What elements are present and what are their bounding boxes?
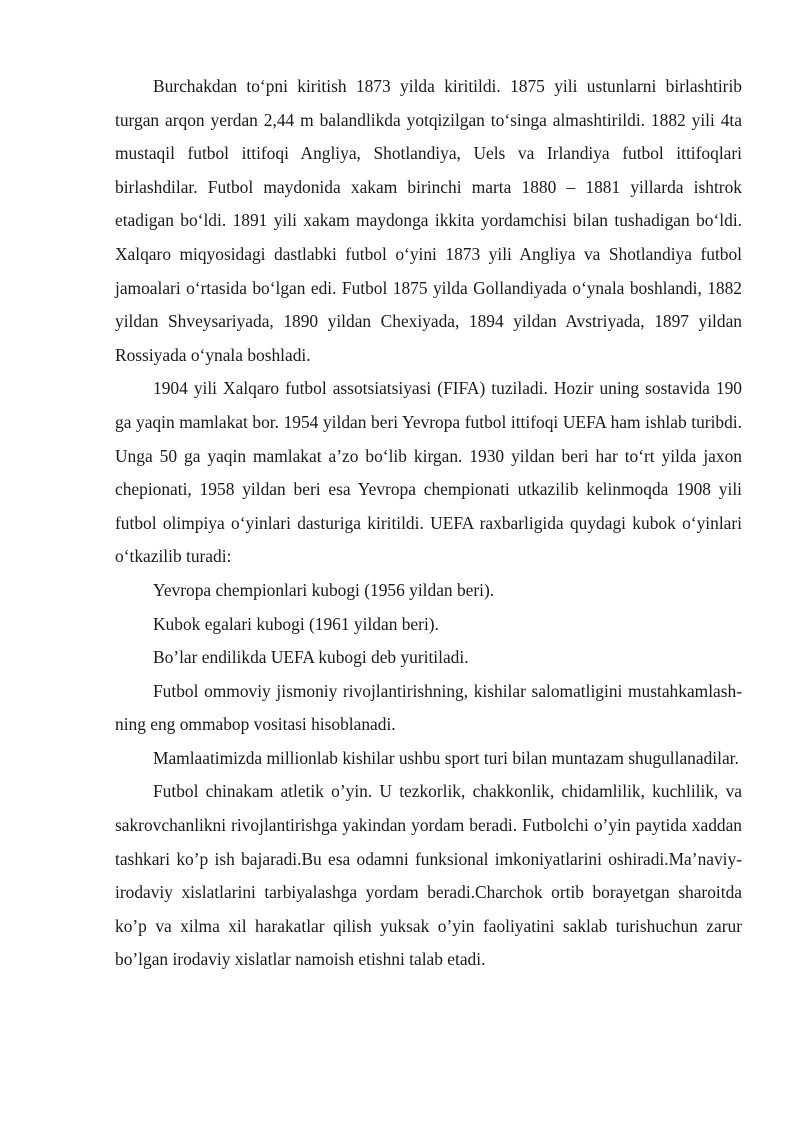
paragraph-cup-winners-cup: Kubok egalari kubogi (1961 yildan beri). (153, 613, 439, 634)
paragraph-participation: Mamlaatimizda millionlab kishilar ushbu sport turi bilan muntazam shugullanadilar. (153, 747, 739, 768)
paragraph-health-benefit: Futbol ommoviy jismoniy rivojlantirishning, kishilar salomatligini mustahkamlash-ning eng ommabop vositasi hisoblanadi. (115, 680, 742, 735)
document-body (115, 70, 742, 977)
paragraph-champions-cup: Yevropa chempionlari kubogi (1956 yildan beri). (153, 579, 495, 600)
paragraph-uefa-cup: Bo’lar endilikda UEFA kubogi deb yuritiladi. (153, 647, 469, 668)
paragraph-fifa-uefa: 1904 yili Xalqaro futbol assotsiatsiyasi (FIFA) tuziladi. Hozir uning sostavida 190 ga yaqin mamlakat bor. 1954 yildan beri Yevropa futbol ittifoqi UEFA ham ishlab turibdi. Unga 50 ga yaqin mamlakat a’zo bo‘lib kirgan. 1930 yildan beri har to‘rt yilda jaxon chepionati, 1958 yildan beri esa Yevropa chempionati utkazilib kelinmoqda 1908 yili futbol olimpiya o‘yinlari dasturiga kiritildi. UEFA raxbarligida quydagi kubok o‘yinlari o‘tkazilib turadi: (115, 378, 742, 567)
paragraph-athletic-qualities: Futbol chinakam atletik o’yin. U tezkorlik, chakkonlik, chidamlilik, kuchlilik, va sakrovchanlikni rivojlantirishga yakindan yordam beradi. Futbolchi o’yin paytida xaddan tashkari ko’p ish bajaradi.Bu esa odamni funksional imkoniyatlarini oshiradi.Ma’naviy-irodaviy xislatlarini tarbiyalashga yordam beradi.Charchok ortib borayetgan sharoitda ko’p va xilma xil harakatlar qilish yuksak o’yin faoliyatini saklab turishuchun zarur bo’lgan irodaviy xislatlar namoish etishni talab etadi. (115, 781, 742, 970)
paragraph-corner-kick-history: Burchakdan to‘pni kiritish 1873 yilda kiritildi. 1875 yili ustunlarni birlashtirib turgan arqon yerdan 2,44 m balandlikda yotqizilgan to‘singa almashtirildi. 1882 yili 4ta mustaqil futbol ittifoqi Angliya, Shotlandiya, Uels va Irlandiya futbol ittifoqlari birlashdilar. Futbol maydonida xakam birinchi marta 1880 – 1881 yillarda ishtrok etadigan bo‘ldi. 1891 yili xakam maydonga ikkita yordamchisi bilan tushadigan bo‘ldi. Xalqaro miqyosidagi dastlabki futbol o‘yini 1873 yili Angliya va Shotlandiya futbol jamoalari o‘rtasida bo‘lgan edi. Futbol 1875 yilda Gollandiyada o‘ynala boshlandi, 1882 yildan Shveysariyada, 1890 yildan Chexiyada, 1894 yildan Avstriyada, 1897 yildan Rossiyada o‘ynala boshladi. (115, 76, 742, 365)
